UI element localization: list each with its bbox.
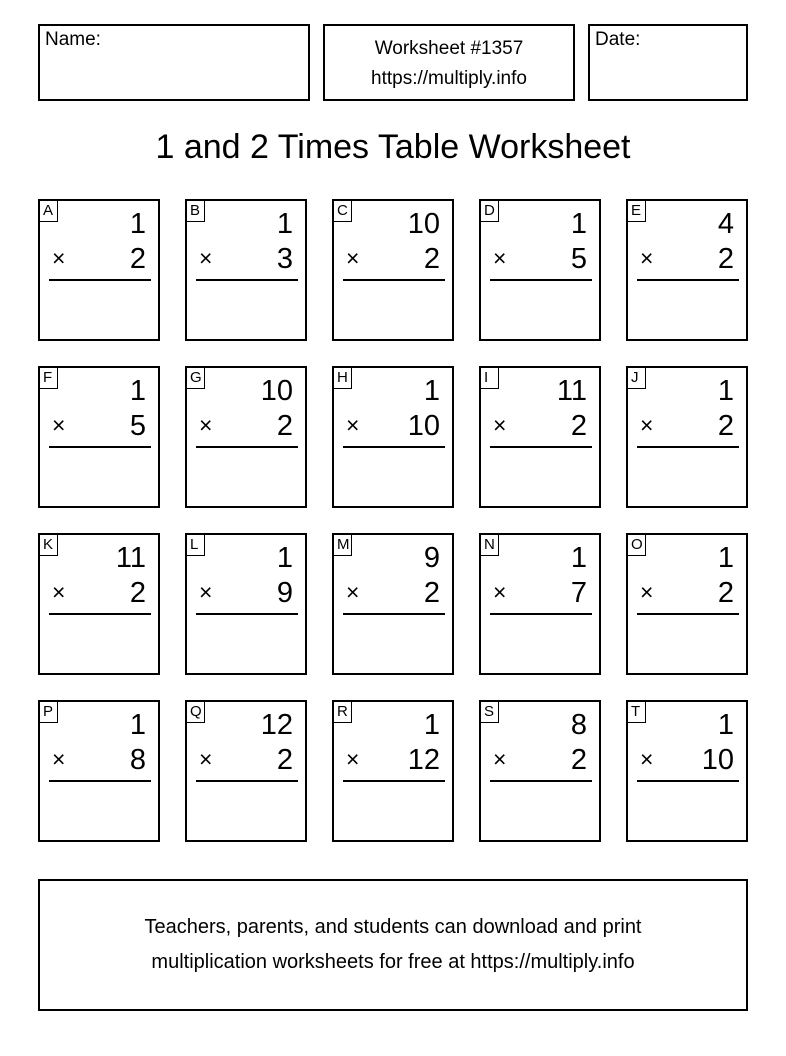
problem-multiplier: 2: [570, 744, 587, 776]
times-sign: ×: [640, 746, 654, 772]
problem-letter: B: [187, 201, 205, 222]
worksheet-url: https://multiply.info: [371, 68, 527, 89]
problem-card: [38, 700, 160, 842]
problem-multiplicand: 9: [423, 542, 440, 574]
times-sign: ×: [52, 746, 66, 772]
problem-multiplier: 7: [570, 577, 587, 609]
times-sign: ×: [493, 412, 507, 438]
problem-card: [332, 366, 454, 508]
problem-letter: M: [334, 535, 352, 556]
times-sign: ×: [199, 245, 213, 271]
problem-multiplier: 10: [701, 744, 734, 776]
problem-multiplicand: 1: [129, 709, 146, 741]
problem-card: [626, 533, 748, 675]
times-sign: ×: [640, 412, 654, 438]
times-sign: ×: [346, 746, 360, 772]
problem-card: [332, 533, 454, 675]
problem-card: [185, 199, 307, 341]
problem-letter: C: [334, 201, 352, 222]
problem-letter: H: [334, 368, 352, 389]
problem-multiplier: 2: [717, 243, 734, 275]
problem-multiplier: 9: [276, 577, 293, 609]
times-sign: ×: [640, 245, 654, 271]
answer-line: [343, 780, 445, 782]
problem-multiplicand: 1: [423, 709, 440, 741]
problem-multiplier: 3: [276, 243, 293, 275]
problem-multiplicand: 4: [717, 208, 734, 240]
answer-line: [343, 613, 445, 615]
times-sign: ×: [493, 746, 507, 772]
problem-letter: O: [628, 535, 646, 556]
answer-line: [637, 446, 739, 448]
problem-multiplicand: 1: [276, 542, 293, 574]
problem-card: [626, 700, 748, 842]
problem-multiplicand: 10: [407, 208, 440, 240]
times-sign: ×: [346, 412, 360, 438]
problem-multiplier: 2: [276, 744, 293, 776]
problem-card: [38, 199, 160, 341]
problem-multiplier: 8: [129, 744, 146, 776]
answer-line: [490, 446, 592, 448]
problem-multiplier: 5: [129, 410, 146, 442]
problem-letter: A: [40, 201, 58, 222]
problem-letter: P: [40, 702, 58, 723]
problem-card: [626, 199, 748, 341]
answer-line: [343, 446, 445, 448]
times-sign: ×: [493, 245, 507, 271]
problem-multiplier: 12: [407, 744, 440, 776]
problem-card: [185, 533, 307, 675]
worksheet-number: Worksheet #1357: [374, 38, 524, 59]
times-sign: ×: [346, 245, 360, 271]
problem-multiplicand: 8: [570, 709, 587, 741]
times-sign: ×: [346, 579, 360, 605]
answer-line: [343, 279, 445, 281]
footer-line-1: Teachers, parents, and students can download and print: [144, 916, 642, 938]
problem-multiplier: 2: [717, 410, 734, 442]
problem-letter: N: [481, 535, 499, 556]
answer-line: [196, 780, 298, 782]
problem-letter: J: [628, 368, 646, 389]
problem-letter: K: [40, 535, 58, 556]
problem-letter: R: [334, 702, 352, 723]
times-sign: ×: [52, 245, 66, 271]
answer-line: [490, 613, 592, 615]
answer-line: [637, 780, 739, 782]
times-sign: ×: [640, 579, 654, 605]
problem-letter: D: [481, 201, 499, 222]
problem-multiplier: 2: [423, 243, 440, 275]
answer-line: [49, 446, 151, 448]
problem-card: [38, 366, 160, 508]
problem-card: [479, 366, 601, 508]
times-sign: ×: [199, 579, 213, 605]
problem-card: [479, 199, 601, 341]
problem-multiplicand: 1: [570, 208, 587, 240]
problem-multiplicand: 1: [129, 208, 146, 240]
problem-multiplicand: 1: [717, 542, 734, 574]
problem-multiplicand: 1: [276, 208, 293, 240]
problem-card: [626, 366, 748, 508]
problem-multiplicand: 11: [115, 542, 146, 574]
problem-multiplier: 2: [570, 410, 587, 442]
date-label: Date:: [595, 29, 641, 50]
problem-multiplicand: 1: [129, 375, 146, 407]
problem-letter: T: [628, 702, 646, 723]
problem-multiplier: 2: [276, 410, 293, 442]
problem-multiplier: 5: [570, 243, 587, 275]
problem-letter: F: [40, 368, 58, 389]
problem-multiplicand: 12: [260, 709, 293, 741]
answer-line: [49, 613, 151, 615]
problem-multiplier: 2: [129, 577, 146, 609]
problem-multiplicand: 1: [570, 542, 587, 574]
problem-letter: E: [628, 201, 646, 222]
problem-letter: Q: [187, 702, 205, 723]
problem-letter: S: [481, 702, 499, 723]
problem-multiplicand: 11: [556, 375, 587, 407]
answer-line: [49, 279, 151, 281]
page-title: 1 and 2 Times Table Worksheet: [155, 128, 631, 166]
problem-multiplicand: 1: [717, 375, 734, 407]
worksheet-id-box: [323, 24, 575, 101]
name-box: [38, 24, 310, 101]
answer-line: [196, 613, 298, 615]
times-sign: ×: [493, 579, 507, 605]
answer-line: [490, 780, 592, 782]
problem-card: [185, 366, 307, 508]
problem-card: [332, 199, 454, 341]
problem-card: [479, 700, 601, 842]
footer-line-2: multiplication worksheets for free at https://multiply.info: [151, 951, 635, 973]
date-box: [588, 24, 748, 101]
problem-letter: G: [187, 368, 205, 389]
name-label: Name:: [45, 29, 101, 50]
problem-multiplicand: 1: [717, 709, 734, 741]
problem-multiplicand: 1: [423, 375, 440, 407]
times-sign: ×: [199, 412, 213, 438]
answer-line: [196, 446, 298, 448]
footer-box: [38, 879, 748, 1011]
answer-line: [490, 279, 592, 281]
times-sign: ×: [199, 746, 213, 772]
problem-multiplicand: 10: [260, 375, 293, 407]
problem-letter: I: [481, 368, 499, 389]
answer-line: [637, 613, 739, 615]
problem-card: [332, 700, 454, 842]
answer-line: [196, 279, 298, 281]
problem-letter: L: [187, 535, 205, 556]
problem-multiplier: 10: [407, 410, 440, 442]
problem-multiplier: 2: [423, 577, 440, 609]
problem-multiplier: 2: [129, 243, 146, 275]
times-sign: ×: [52, 412, 66, 438]
problem-card: [38, 533, 160, 675]
problem-card: [185, 700, 307, 842]
answer-line: [637, 279, 739, 281]
answer-line: [49, 780, 151, 782]
times-sign: ×: [52, 579, 66, 605]
problem-multiplier: 2: [717, 577, 734, 609]
problem-card: [479, 533, 601, 675]
